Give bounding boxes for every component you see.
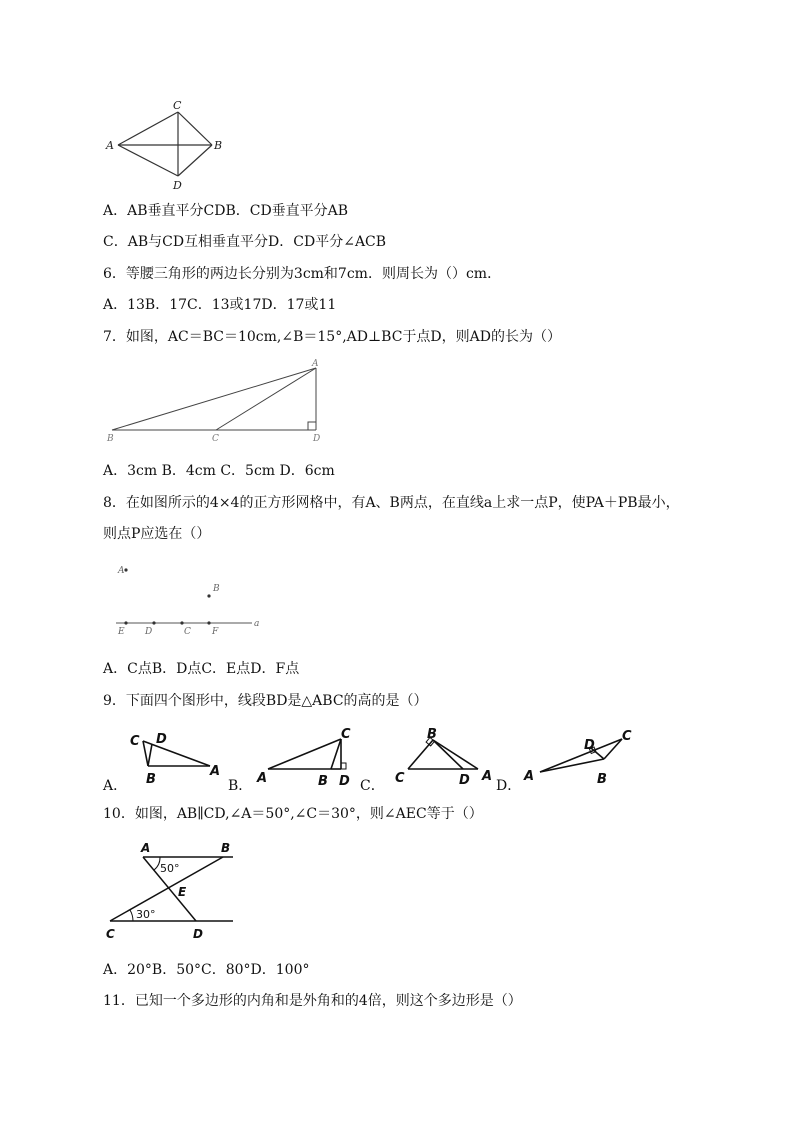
q8-question-line-1: 8．在如图所示的4×4的正方形网格中，有A、B两点，在直线a上求一点P，使PA＋PB最小， xyxy=(103,495,680,511)
q9a-label-a: A xyxy=(210,764,221,779)
q10-label-b: B xyxy=(221,841,231,855)
q8-grid-diagram xyxy=(112,560,262,640)
q9c-segment-ba xyxy=(433,740,478,769)
q10-angle-a-value: 50° xyxy=(160,862,180,875)
q8-figure xyxy=(112,560,262,640)
q7-segment-ca xyxy=(216,368,316,430)
q7-question: 7．如图，AC＝BC＝10cm,∠B＝15°,AD⊥BC于点D，则AD的长为（） xyxy=(103,329,561,345)
q10-label-a: A xyxy=(141,841,151,855)
q7-options: A．3cm B．4cm C．5cm D．6cm xyxy=(103,463,335,479)
q8-point-b xyxy=(207,594,210,597)
q10-angle-c-arc xyxy=(130,910,133,921)
q8-label-d: D xyxy=(145,627,153,637)
q9-figure-d xyxy=(518,722,648,790)
q10-angle-c-value: 30° xyxy=(136,908,156,921)
q7-segment-ba xyxy=(112,368,316,430)
q9-option-c-label: C． xyxy=(360,778,385,794)
q9d-label-b: B xyxy=(597,772,607,787)
q5-segment-bd xyxy=(178,145,212,176)
q8-label-b: B xyxy=(213,584,220,594)
q9d-segment-ac xyxy=(540,739,622,772)
q9-figure-b-diagram xyxy=(252,720,362,790)
q10-question: 10．如图，AB∥CD,∠A＝50°,∠C＝30°，则∠AEC等于（） xyxy=(103,806,483,822)
q9-figure-b xyxy=(252,720,362,790)
q5-options-line-1: A．AB垂直平分CDB．CD垂直平分AB xyxy=(103,203,349,219)
q9b-segment-bc xyxy=(331,739,341,769)
q9-question: 9．下面四个图形中，线段BD是△ABC的高的是（） xyxy=(103,693,428,709)
q9-figure-d-diagram xyxy=(518,722,648,790)
q5-segment-ac xyxy=(118,112,178,145)
q9a-label-c: C xyxy=(130,734,140,749)
q5-options-line-2: C．AB与CD互相垂直平分D．CD平分∠ACB xyxy=(103,234,387,250)
q9-figure-c xyxy=(383,720,508,790)
q9c-segment-bd xyxy=(433,740,463,769)
q5-figure xyxy=(100,98,230,194)
q9a-segment-ca xyxy=(143,741,210,766)
q5-kite-diagram xyxy=(100,98,230,194)
q8-label-e: E xyxy=(118,627,125,637)
q10-options: A．20°B．50°C．80°D．100° xyxy=(103,962,310,978)
q10-label-c: C xyxy=(106,927,115,941)
q8-point-c xyxy=(180,621,183,624)
q9d-label-a: A xyxy=(524,769,535,784)
q9b-segment-ac xyxy=(268,739,341,769)
q8-label-f: F xyxy=(212,627,219,637)
q5-label-a: A xyxy=(106,139,114,152)
q9d-segment-ab xyxy=(540,759,604,772)
q9c-label-b: B xyxy=(427,727,437,742)
q8-label-line-a: a xyxy=(254,619,260,629)
q10-label-d: D xyxy=(193,927,203,941)
q9d-label-c: C xyxy=(622,729,632,744)
q7-figure xyxy=(104,358,334,446)
q5-label-d: D xyxy=(173,179,182,192)
q8-point-e xyxy=(124,621,127,624)
q7-label-b: B xyxy=(107,434,114,444)
q5-segment-cb xyxy=(178,112,212,145)
q9b-label-a: A xyxy=(257,771,268,786)
q5-label-b: B xyxy=(214,139,223,152)
q7-right-angle-mark xyxy=(308,422,316,430)
q9c-label-c: C xyxy=(395,771,405,786)
q8-label-c: C xyxy=(184,627,191,637)
q10-label-e: E xyxy=(178,885,187,899)
q5-label-c: C xyxy=(173,99,182,112)
q8-point-f xyxy=(207,621,210,624)
q10-parallel-lines-diagram xyxy=(100,836,250,944)
q5-segment-da xyxy=(118,145,178,176)
q8-options: A．C点B．D点C．E点D．F点 xyxy=(103,661,300,677)
q8-point-a xyxy=(124,568,127,571)
q9d-label-d: D xyxy=(584,738,595,753)
q9a-label-b: B xyxy=(146,772,156,787)
q6-question: 6．等腰三角形的两边长分别为3cm和7cm．则周长为（）cm． xyxy=(103,266,502,282)
q10-figure xyxy=(100,836,250,944)
q9c-label-d: D xyxy=(459,773,470,788)
q9-figure-c-diagram xyxy=(383,720,508,790)
q9-option-b-label: B． xyxy=(228,778,253,794)
q7-triangle-diagram xyxy=(104,358,334,446)
q9-figure-a xyxy=(126,725,231,790)
q8-label-a: A xyxy=(118,566,125,576)
q9a-segment-bd xyxy=(148,744,152,766)
q9c-label-a: A xyxy=(482,769,493,784)
q9a-label-d: D xyxy=(156,732,167,747)
q7-label-a: A xyxy=(312,359,319,369)
q7-label-d: D xyxy=(313,434,321,444)
q9a-segment-cb xyxy=(143,741,148,766)
q9b-label-c: C xyxy=(341,727,351,742)
q9-option-d-label: D． xyxy=(496,778,522,794)
q9b-label-d: D xyxy=(339,774,350,789)
q7-label-c: C xyxy=(212,434,219,444)
q8-question-line-2: 则点P应选在（） xyxy=(103,526,211,542)
q9b-label-b: B xyxy=(318,774,328,789)
q11-question: 11．已知一个多边形的内角和是外角和的4倍，则这个多边形是（） xyxy=(103,993,522,1009)
q6-options: A．13B．17C．13或17D．17或11 xyxy=(103,297,337,313)
q9-figure-a-diagram xyxy=(126,725,231,790)
q8-point-d xyxy=(152,621,155,624)
q9-option-a-label: A． xyxy=(103,778,128,794)
